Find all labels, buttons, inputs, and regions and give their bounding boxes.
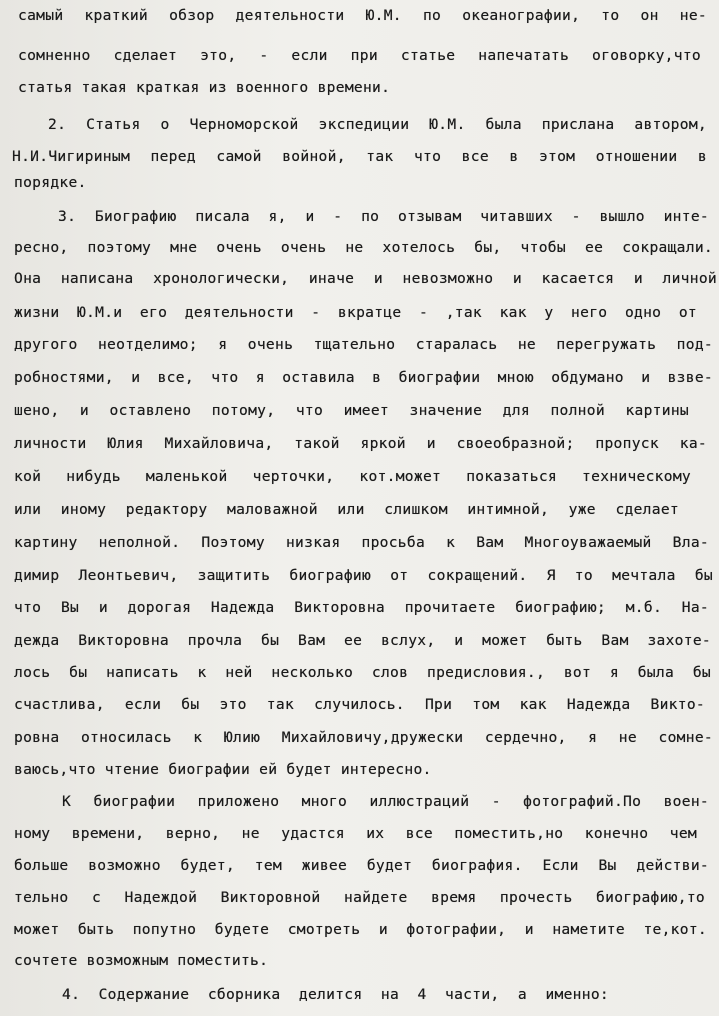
text-line: ному времени, верно, не удастся их все поместить,но конечно чем <box>14 825 697 842</box>
text-line: статья такая краткая из военного времени. <box>18 79 391 96</box>
text-line: К биографии приложено много иллюстраций - фотографий.По воен- <box>62 793 709 810</box>
text-line: ровна относилась к Юлию Михайловичу,дружески сердечно, я не сомне- <box>14 729 713 746</box>
text-line: робностями, и все, что я оставила в биографии мною обдумано и взве- <box>14 369 713 386</box>
text-line: кой нибудь маленькой черточки, кот.может показаться техническому <box>14 468 691 485</box>
text-line: 2. Статья о Черноморской экспедиции Ю.М. была прислана автором, <box>48 116 707 133</box>
text-line: ресно, поэтому мне очень очень не хотелось бы, чтобы ее сокращали. <box>14 239 713 256</box>
text-line: Н.И.Чигириным перед самой войной, так что все в этом отношении в <box>12 148 707 165</box>
text-line: что Вы и дорогая Надежда Викторовна прочитаете биографию; м.б. На- <box>14 599 709 616</box>
text-line: димир Леонтьевич, защитить биографию от сокращений. Я то мечтала бы <box>14 567 713 584</box>
text-line: сомненно сделает это, - если при статье напечатать оговорку,что <box>18 47 701 64</box>
text-line: может быть попутно будете смотреть и фотографии, и наметите те,кот. <box>14 921 707 938</box>
text-line: порядке. <box>14 174 87 191</box>
text-line: личности Юлия Михайловича, такой яркой и своеобразной; пропуск ка- <box>14 435 707 452</box>
text-line: самый краткий обзор деятельности Ю.М. по океанографии, то он не- <box>18 7 707 24</box>
text-line: или иному редактору маловажной или слишком интимной, уже сделает <box>14 501 679 518</box>
text-line: жизни Ю.М.и его деятельности - вкратце - ,так как у него одно от <box>14 304 697 321</box>
text-line: 4. Содержание сборника делится на 4 части, а именно: <box>62 986 609 1003</box>
text-line: ваюсь,что чтение биографии ей будет интересно. <box>14 761 432 778</box>
text-line: Она написана хронологически, иначе и невозможно и касается и личной <box>14 270 717 287</box>
text-line: лось бы написать к ней несколько слов предисловия., вот я была бы <box>14 664 711 681</box>
text-line: сочтете возможным поместить. <box>14 952 269 969</box>
text-line: больше возможно будет, тем живее будет биография. Если Вы действи- <box>14 857 709 874</box>
text-line: другого неотделимо; я очень тщательно старалась не перегружать под- <box>14 336 713 353</box>
text-line: счастлива, если бы это так случилось. При том как Надежда Викто- <box>14 696 705 713</box>
text-line: тельно с Надеждой Викторовной найдете время прочесть биографию,то <box>14 889 705 906</box>
text-line: картину неполной. Поэтому низкая просьба к Вам Многоуважаемый Вла- <box>14 534 709 551</box>
text-line: шено, и оставлено потому, что имеет значение для полной картины <box>14 402 689 419</box>
text-line: дежда Викторовна прочла бы Вам ее вслух, и может быть Вам захоте- <box>14 632 711 649</box>
text-line: 3. Биографию писала я, и - по отзывам читавших - вышло инте- <box>58 208 709 225</box>
